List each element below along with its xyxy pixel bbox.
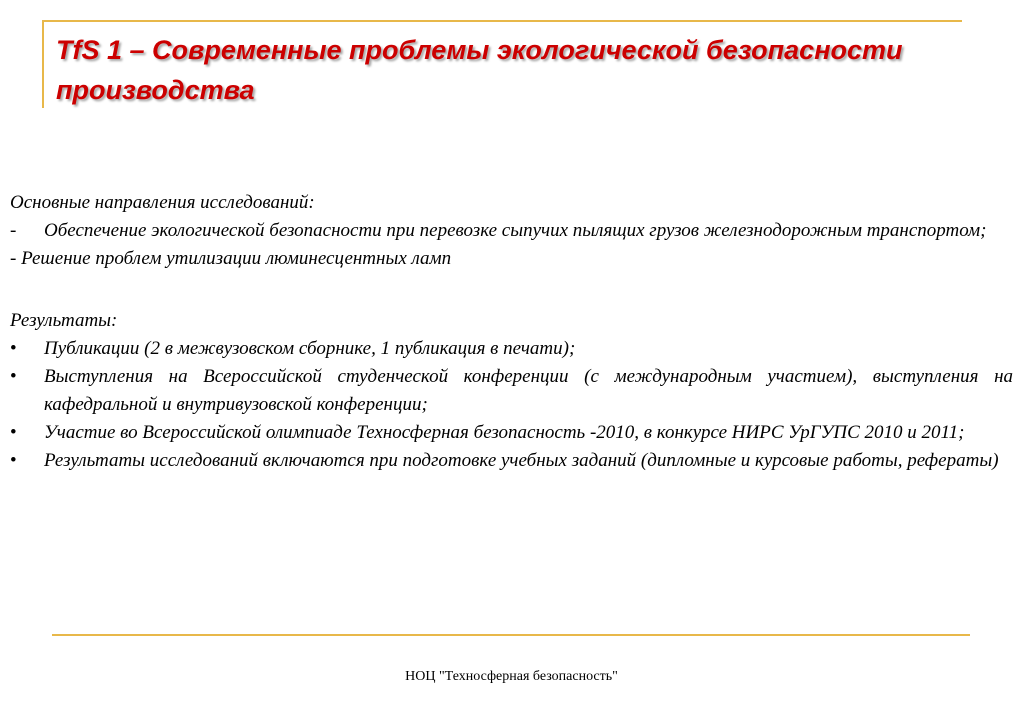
result-item [10, 447, 1013, 475]
footer-label: НОЦ "Техносферная безопасность" [405, 669, 618, 684]
result-item-text: Участие во Всероссийской олимпиаде Техносферная безопасность -2010, в конкурсе НИРС УрГУПС 2010 и 2011; [44, 422, 965, 443]
direction-item [10, 217, 1013, 245]
title-frame-left-line [42, 20, 44, 108]
bullet-marker: • [10, 422, 17, 443]
result-item-text: Публикации (2 в межвузовском сборнике, 1 публикация в печати); [44, 338, 576, 359]
result-item [10, 335, 1013, 363]
direction-item-extra: - Решение проблем утилизации люминесцентных ламп [10, 248, 452, 269]
slide-content [10, 189, 1013, 475]
dash-marker: - [10, 220, 17, 241]
result-item [10, 419, 1013, 447]
results-heading: Результаты: [10, 310, 118, 331]
section-gap [10, 273, 1013, 307]
direction-item-text: Обеспечение экологической безопасности при перевозке сыпучих пылящих грузов железнодорожным транспортом; [44, 220, 987, 241]
slide-title: TfS 1 – Современные проблемы экологической безопасности производства [56, 35, 903, 105]
title-frame-top-line [42, 20, 962, 22]
result-item [10, 363, 1013, 419]
bullet-marker: • [10, 366, 17, 387]
footer-divider [52, 634, 970, 636]
result-item-text: Результаты исследований включаются при подготовке учебных заданий (дипломные и курсовые работы, рефераты) [44, 450, 999, 471]
bullet-marker: • [10, 450, 17, 471]
bullet-marker: • [10, 338, 17, 359]
result-item-text: Выступления на Всероссийской студенческой конференции (с международным участием), выступления на кафедральной и внутривузовской конференции; [44, 366, 1013, 415]
footer [0, 669, 1023, 685]
directions-heading: Основные направления исследований: [10, 192, 315, 213]
